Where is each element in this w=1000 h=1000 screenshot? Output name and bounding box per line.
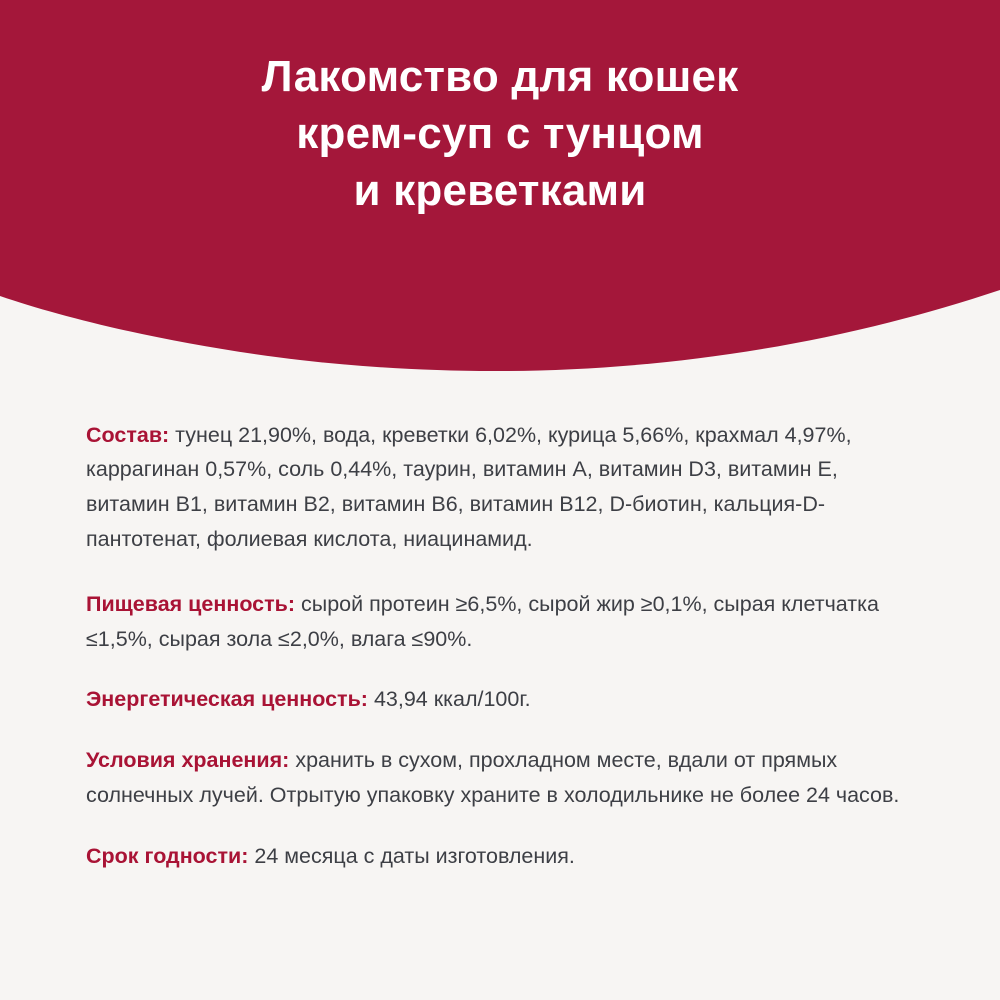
shelf-life-section — [86, 839, 924, 874]
composition-section — [86, 418, 924, 557]
nutrition-label: Пищевая ценность: — [86, 591, 296, 616]
product-details — [86, 396, 924, 874]
page-title-line-1: Лакомство для кошек — [261, 52, 739, 101]
storage-label: Условия хранения: — [86, 748, 290, 773]
page-title-line-3: и креветками — [353, 166, 647, 216]
composition-text: тунец 21,90%, вода, креветки 6,02%, курица 5,66%, крахмал 4,97%, каррагинан 0,57%, соль 0,44%, таурин, витамин A, витамин D3, витамин E, витамин B1, витамин B2, витамин B6, витамин B12, D-биотин, кальция-D-пантотенат, фолиевая кислота, ниацинамид. — [86, 422, 852, 551]
energy-section — [86, 682, 924, 717]
composition-label: Состав: — [86, 422, 170, 447]
nutrition-text: сырой протеин ≥6,5%, сырой жир ≥0,1%, сырая клетчатка ≤1,5%, сырая зола ≤2,0%, влага ≤90%. — [86, 591, 879, 651]
page-title-line-2: крем-суп с тунцом — [296, 109, 704, 159]
page-title — [0, 48, 1000, 220]
energy-label: Энергетическая ценность: — [86, 687, 368, 712]
nutrition-section — [86, 587, 924, 657]
storage-text: хранить в сухом, прохладном месте, вдали от прямых солнечных лучей. Отрытую упаковку храните в холодильнике не более 24 часов. — [86, 748, 900, 808]
shelf-life-label: Срок годности: — [86, 843, 249, 868]
energy-text: 43,94 ккал/100г. — [367, 687, 531, 712]
shelf-life-text: 24 месяца с даты изготовления. — [248, 843, 575, 868]
storage-section — [86, 743, 924, 813]
